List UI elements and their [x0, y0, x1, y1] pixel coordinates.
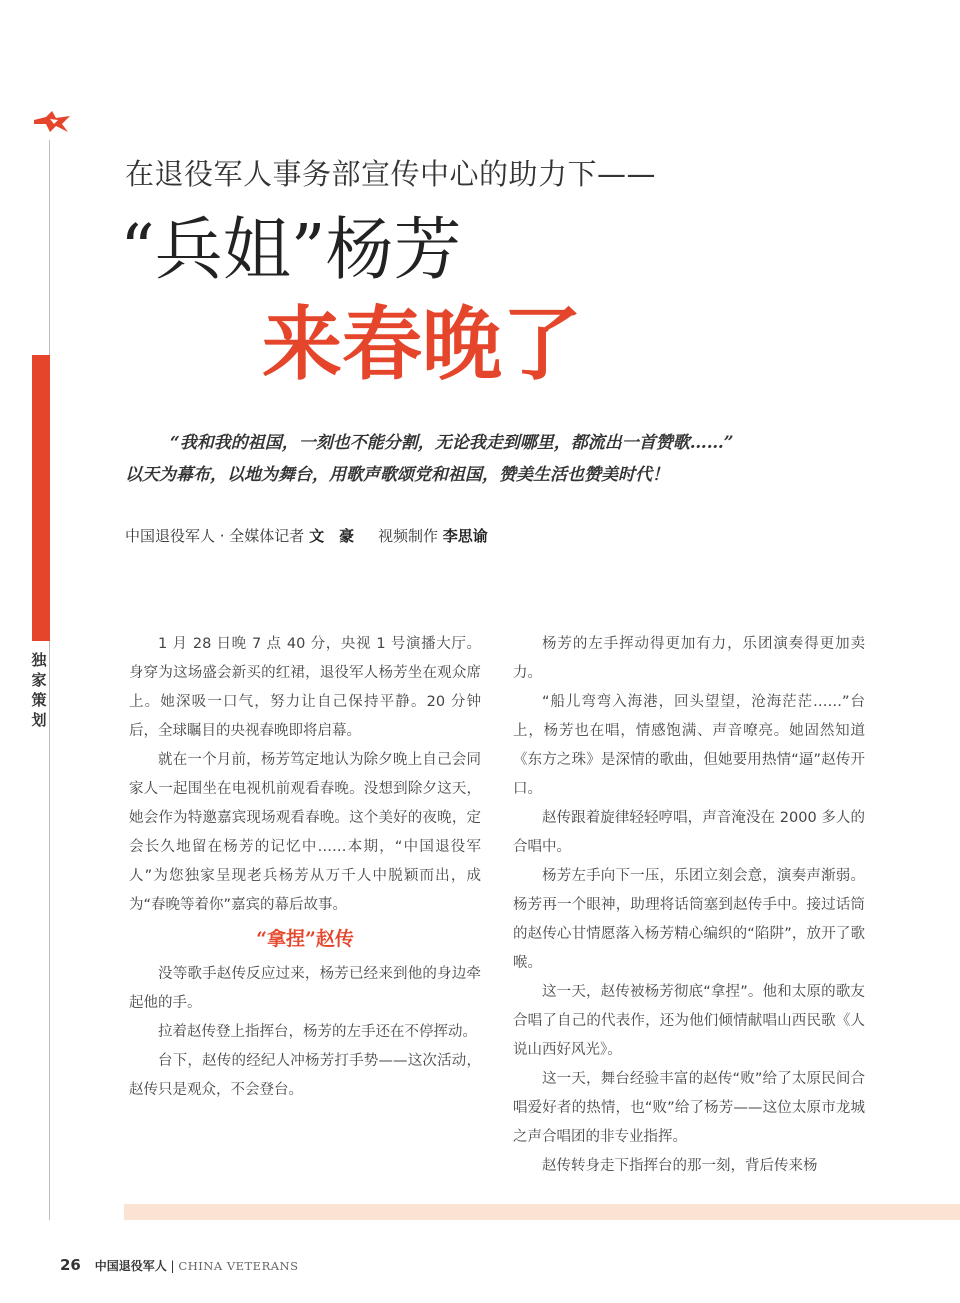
paragraph: 赵传转身走下指挥台的那一刻，背后传来杨: [542, 1158, 818, 1174]
byline: [125, 525, 488, 546]
paragraph: 赵传跟着旋律轻轻哼唱，声音淹没在 2000 多人的合唱中。: [513, 810, 865, 855]
page-number: 26: [60, 1256, 81, 1274]
paragraph: 这一天，赵传被杨芳彻底“拿捏”。他和太原的歌友合唱了自己的代表作，还为他们倾情献唱山西民歌《人说山西好风光》。: [513, 984, 865, 1058]
footer-band: [124, 1204, 960, 1220]
lead-quote-line1: “我和我的祖国，一刻也不能分割，无论我走到哪里，都流出一首赞歌……”: [170, 433, 734, 453]
vertical-rule: [49, 140, 50, 1220]
byline-reporter-prefix: 中国退役军人 · 全媒体记者: [125, 527, 305, 545]
accent-bar: [32, 355, 50, 641]
byline-video-name: 李思谕: [442, 527, 488, 545]
body-column-left: [129, 630, 481, 1105]
byline-reporter-name: 文 豪: [309, 527, 355, 545]
article-title-line1: “兵姐”杨芳: [120, 211, 462, 290]
paragraph: 1 月 28 日晚 7 点 40 分，央视 1 号演播大厅。身穿为这场盛会新买的红裙，退役军人杨芳坐在观众席上。她深吸一口气，努力让自己保持平静。20 分钟后，全球瞩目的央视春晚即将启幕。: [129, 636, 481, 739]
paragraph: 这一天，舞台经验丰富的赵传“败”给了太原民间合唱爱好者的热情，也“败”给了杨芳——这位太原市龙城之声合唱团的非专业指挥。: [513, 1071, 865, 1145]
paragraph: 台下，赵传的经纪人冲杨芳打手势——这次活动，赵传只是观众，不会登台。: [129, 1053, 481, 1098]
paragraph: “船儿弯弯入海港，回头望望，沧海茫茫……”台上，杨芳也在唱，情感饱满、声音嘹亮。她固然知道《东方之珠》是深情的歌曲，但她要用热情“逼”赵传开口。: [513, 694, 865, 797]
paragraph: 杨芳的左手挥动得更加有力，乐团演奏得更加卖力。: [513, 636, 865, 681]
logo-mark-icon: [32, 108, 72, 134]
paragraph: 没等歌手赵传反应过来，杨芳已经来到他的身边牵起他的手。: [129, 966, 481, 1011]
section-heading: “拿捏”赵传: [256, 928, 354, 950]
paragraph: 就在一个月前，杨芳笃定地认为除夕晚上自己会同家人一起围坐在电视机前观看春晚。没想到除夕这天，她会作为特邀嘉宾现场观看春晚。这个美好的夜晚，定会长久地留在杨芳的记忆中……本期，“中国退役军人”为您独家呈现老兵杨芳从万千人中脱颖而出，成为“春晚等着你”嘉宾的幕后故事。: [129, 752, 481, 913]
body-column-right: [513, 630, 865, 1181]
page-footer: [60, 1256, 299, 1274]
section-label: 独家策划: [31, 651, 47, 729]
byline-video-prefix: 视频制作: [377, 527, 438, 545]
paragraph: 杨芳左手向下一压，乐团立刻会意，演奏声渐弱。杨芳再一个眼神，助理将话筒塞到赵传手中。接过话筒的赵传心甘情愿落入杨芳精心编织的“陷阱”，放开了歌喉。: [513, 868, 865, 971]
article-subtitle: 在退役军人事务部宣传中心的助力下——: [125, 157, 657, 191]
paragraph: 拉着赵传登上指挥台，杨芳的左手还在不停挥动。: [158, 1024, 477, 1040]
lead-quote-line2: 以天为幕布，以地为舞台，用歌声歌颂党和祖国，赞美生活也赞美时代！: [125, 465, 669, 485]
magazine-name-cn: 中国退役军人: [94, 1259, 167, 1273]
article-title-line2: 来春晚了: [262, 297, 582, 391]
footer-separator: |: [170, 1259, 175, 1273]
magazine-name-en: CHINA VETERANS: [178, 1259, 299, 1273]
